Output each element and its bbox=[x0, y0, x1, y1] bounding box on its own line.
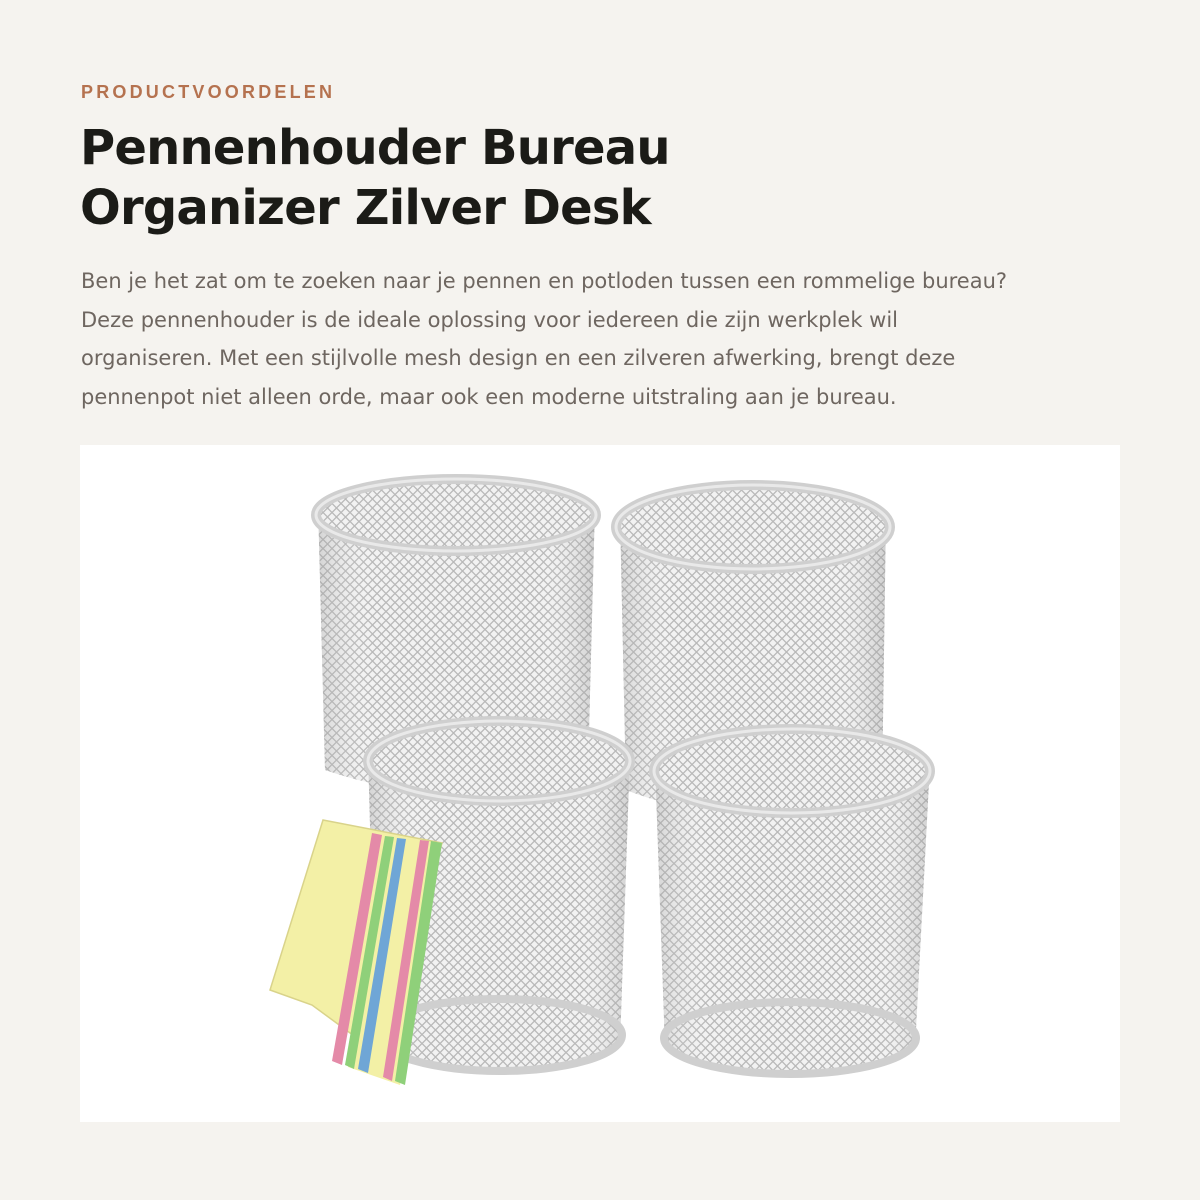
title-line: Organizer Zilver Desk bbox=[80, 180, 651, 236]
description-line: organiseren. Met een stijlvolle mesh design en een zilveren afwerking, brengt deze bbox=[81, 346, 956, 370]
title-line: Pennenhouder Bureau bbox=[80, 120, 670, 176]
section-eyebrow: PRODUCTVOORDELEN bbox=[81, 82, 336, 102]
pen-holders-illustration bbox=[80, 445, 1120, 1122]
product-title bbox=[80, 118, 980, 238]
product-description bbox=[81, 262, 1121, 416]
description-line: pennenpot niet alleen orde, maar ook een moderne uitstraling aan je bureau. bbox=[81, 384, 897, 409]
description-line: Ben je het zat om te zoeken naar je pennen en potloden tussen een rommelige bureau? bbox=[81, 269, 1008, 293]
product-image bbox=[80, 445, 1120, 1122]
description-line: Deze pennenhouder is de ideale oplossing voor iedereen die zijn werkplek wil bbox=[81, 307, 899, 332]
pen-holder-front-right bbox=[654, 729, 930, 1074]
